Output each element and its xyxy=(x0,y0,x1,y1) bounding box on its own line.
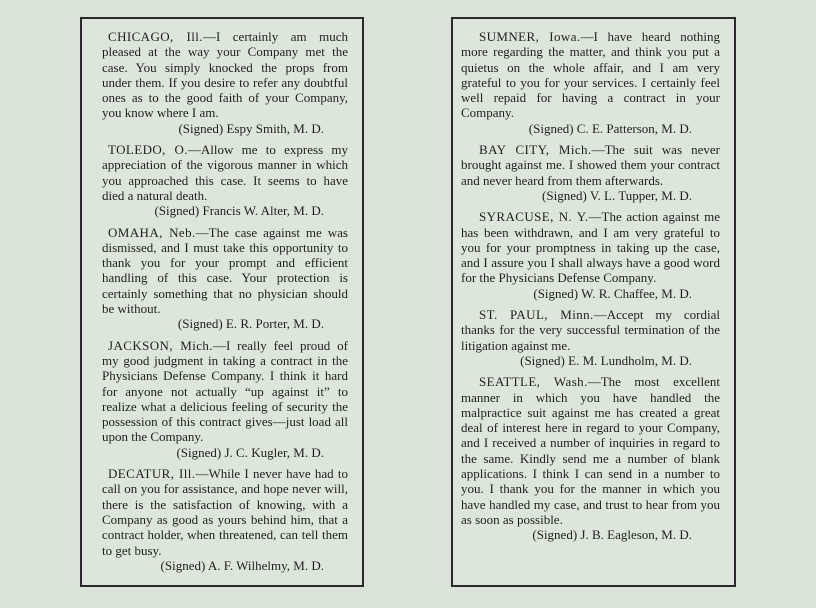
letter-place: SUMNER, Iowa. xyxy=(479,29,581,44)
letter-signature: (Signed) J. C. Kugler, M. D. xyxy=(176,444,324,460)
letter-signature: (Signed) V. L. Tupper, M. D. xyxy=(542,187,692,203)
testimonial-letter xyxy=(461,142,720,203)
letter-signature: (Signed) Espy Smith, M. D. xyxy=(178,120,324,136)
letter-text: —The action against me has been withdrawn, and I am very grateful to you for your promptness in taking up the case, and I assure you I shall always have a good word for the Physicians Defense Company. xyxy=(461,209,720,286)
letter-signature: (Signed) C. E. Patterson, M. D. xyxy=(528,120,692,136)
letter-text: —Accept my cordial thanks for the very successful termination of the litigation against me. xyxy=(461,307,720,353)
letter-place: JACKSON, Mich. xyxy=(108,337,213,353)
testimonial-panel-left xyxy=(80,17,364,587)
letter-place: DECATUR, Ill. xyxy=(108,466,196,482)
letter-text: —I certainly am much pleased at the way your Company met the case. You simply knocked the props from under them. If you desire to refer any doubtful ones as to the good faith of your Company, you know where I am. xyxy=(102,29,348,121)
letter-place: SYRACUSE, N. Y. xyxy=(479,209,589,225)
testimonial-letter xyxy=(102,29,348,136)
letter-text: —I have heard nothing more regarding the matter, and think you put a quietus on the whole affair, and I am very grateful to you for your services. I certainly feel well repaid for having a contract in your Company. xyxy=(461,29,720,121)
testimonial-panel-right xyxy=(451,17,736,587)
testimonial-letter xyxy=(102,338,348,460)
letter-signature: (Signed) W. R. Chaffee, M. D. xyxy=(533,285,692,301)
letter-signature: (Signed) A. F. Wilhelmy, M. D. xyxy=(160,557,324,573)
testimonial-letter xyxy=(102,225,348,332)
testimonial-letter xyxy=(461,374,720,542)
testimonial-letter xyxy=(102,466,348,573)
letter-place: BAY CITY, Mich. xyxy=(479,142,592,158)
testimonial-letter xyxy=(102,142,348,218)
testimonial-letter xyxy=(461,209,720,301)
letter-text: —The most excellent manner in which you have handled the malpractice suit against me has created a great deal of interest here in regard to your Company, and I received a number of inquiries in regard to the same. Kindly send me a number of blank applications. I think I can send in a number to you. I thank you for the manner in which you have handled my case, and trust to hear from you as soon as possible. xyxy=(461,374,720,527)
testimonial-letter xyxy=(461,29,720,136)
letter-signature: (Signed) Francis W. Alter, M. D. xyxy=(154,203,324,219)
testimonial-letter xyxy=(461,307,720,368)
letter-text: —The case against me was dismissed, and I must take this opportunity to thank you for your prompt and efficient handling of this case. Your protection is certainly something that no physician should be without. xyxy=(102,224,348,317)
letter-signature: (Signed) E. M. Lundholm, M. D. xyxy=(520,352,692,368)
letter-signature: (Signed) E. R. Porter, M. D. xyxy=(177,316,324,332)
letter-text: —While I never have had to call on you for assistance, and hope never will, there is the satisfaction of knowing, with a Company as good as yours behind him, that a contract holder, when threatened, can tell them to get busy. xyxy=(102,466,348,558)
letter-text: —I really feel proud of my good judgment in taking a contract in the Physicians Defense Company. I think it hard for anyone not actually “up against it” to realize what a delicious feeling of security the possession of this contract gives—just load all upon the Company. xyxy=(102,337,348,445)
letter-place: CHICAGO, Ill. xyxy=(108,29,203,44)
letter-signature: (Signed) J. B. Eagleson, M. D. xyxy=(532,527,692,543)
letter-place: SEATTLE, Wash. xyxy=(479,374,588,390)
letter-place: ST. PAUL, Minn. xyxy=(479,307,594,323)
letter-place: TOLEDO, O. xyxy=(108,142,188,158)
letter-text: —Allow me to express my appreciation of the vigorous manner in which you approached this case. It seems to have died a natural death. xyxy=(102,142,349,203)
letter-text: —The suit was never brought against me. I showed them your contract and never heard from them afterwards. xyxy=(461,142,720,188)
letter-place: OMAHA, Neb. xyxy=(108,224,196,240)
